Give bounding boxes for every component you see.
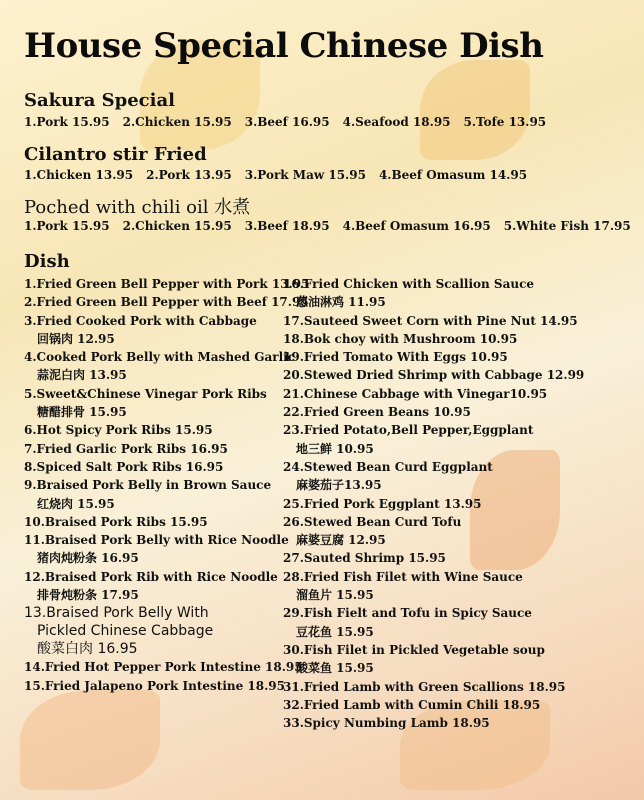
list-item: 22.Fried Green Beans 10.95 (283, 405, 471, 420)
list-item-chinese: 排骨炖粉条 17.95 (37, 588, 139, 603)
section-heading-dish: Dish (24, 251, 70, 272)
poched-item: 2.Chicken 15.95 (122, 219, 232, 233)
list-item-chinese: 麻婆豆腐 12.95 (296, 533, 386, 548)
list-item-chinese: 红烧肉 15.95 (37, 496, 115, 511)
list-item: 24.Stewed Bean Curd Eggplant (283, 459, 493, 474)
list-item: 10.Braised Pork Ribs 15.95 (24, 514, 208, 529)
sakura-item: 5.Tofe 13.95 (463, 115, 547, 129)
list-item-chinese: 地三鲜 10.95 (296, 441, 374, 456)
list-item-chinese: 猪肉炖粉条 16.95 (37, 551, 139, 566)
list-item: 9.Braised Pork Belly in Brown Sauce (24, 478, 272, 493)
sakura-item: 3.Beef 16.95 (244, 115, 330, 129)
cilantro-item: 2.Pork 13.95 (146, 168, 232, 182)
list-item-chinese: 麻婆茄子13.95 (296, 478, 382, 493)
list-item: 4.Cooked Pork Belly with Mashed Garlic (24, 350, 296, 365)
list-item-chinese: 回锅肉 12.95 (37, 331, 115, 346)
list-item: 26.Stewed Bean Curd Tofu (283, 514, 462, 529)
list-item: 19.Fried Tomato With Eggs 10.95 (283, 350, 508, 365)
list-item-chinese: 葱油淋鸡 11.95 (296, 295, 386, 310)
list-item: 27.Sauted Shrimp 15.95 (283, 551, 446, 566)
list-item: 2.Fried Green Bell Pepper with Beef 17.95 (24, 295, 309, 310)
poched-item: 5.White Fish 17.95 (503, 219, 631, 233)
list-item-chinese: 糖醋排骨 15.95 (37, 405, 127, 420)
list-item: 23.Fried Potato,Bell Pepper,Eggplant (283, 423, 534, 438)
dish-list-left (24, 275, 310, 695)
list-item: 6.Hot Spicy Pork Ribs 15.95 (24, 423, 213, 438)
list-item: 20.Stewed Dried Shrimp with Cabbage 12.99 (283, 368, 585, 383)
background-leaf-decoration (420, 60, 530, 160)
list-item: 14.Fried Hot Pepper Pork Intestine 18.95 (24, 660, 303, 675)
list-item-chinese: 溜鱼片 15.95 (296, 588, 374, 603)
dish-list-right (283, 275, 585, 732)
sakura-item: 2.Chicken 15.95 (122, 115, 232, 129)
list-item: 29.Fish Fielt and Tofu in Spicy Sauce (283, 606, 532, 621)
list-item: 33.Spicy Numbing Lamb 18.95 (283, 716, 490, 731)
section-heading-cilantro: Cilantro stir Fried (24, 144, 207, 165)
list-item: 28.Fried Fish Filet with Wine Sauce (283, 569, 523, 584)
list-item: 13.Braised Pork Belly With (24, 605, 209, 622)
list-item-chinese: 酸菜鱼 15.95 (296, 661, 374, 676)
list-item: 5.Sweet&Chinese Vinegar Pork Ribs (24, 386, 267, 401)
list-item-chinese: 蒜泥白肉 13.95 (37, 368, 127, 383)
sakura-item: 4.Seafood 18.95 (342, 115, 451, 129)
list-item: 1.Fried Green Bell Pepper with Pork 13.95 (24, 277, 310, 291)
poched-items (24, 219, 644, 233)
list-item: 25.Fried Pork Eggplant 13.95 (283, 496, 482, 511)
list-item: 30.Fish Filet in Pickled Vegetable soup (283, 642, 545, 657)
poched-item: 4.Beef Omasum 16.95 (342, 219, 491, 233)
section-heading-sakura: Sakura Special (24, 90, 175, 111)
list-item: 7.Fried Garlic Pork Ribs 16.95 (24, 441, 228, 456)
list-item: 21.Chinese Cabbage with Vinegar10.95 (283, 386, 548, 401)
list-item: 32.Fried Lamb with Cumin Chili 18.95 (283, 697, 541, 712)
poched-item: 3.Beef 18.95 (244, 219, 330, 233)
list-item: Pickled Chinese Cabbage (37, 623, 214, 640)
list-item: 16.Fried Chicken with Scallion Sauce (283, 277, 535, 291)
list-item: 3.Fried Cooked Pork with Cabbage (24, 313, 257, 328)
section-heading-poched: Poched with chili oil 水煮 (24, 197, 251, 218)
list-item: 31.Fried Lamb with Green Scallions 18.95 (283, 679, 566, 694)
list-item: 15.Fried Jalapeno Pork Intestine 18.95 (24, 678, 285, 693)
list-item: 8.Spiced Salt Pork Ribs 16.95 (24, 459, 224, 474)
cilantro-item: 1.Chicken 13.95 (24, 168, 134, 182)
list-item: 11.Braised Pork Belly with Rice Noodle (24, 533, 289, 548)
poched-item: 1.Pork 15.95 (24, 219, 110, 233)
list-item-chinese: 豆花鱼 15.95 (296, 624, 374, 639)
cilantro-items (24, 168, 540, 182)
list-item: 12.Braised Pork Rib with Rice Noodle (24, 569, 278, 584)
background-leaf-decoration (20, 690, 160, 790)
list-item: 18.Bok choy with Mushroom 10.95 (283, 331, 518, 346)
sakura-item: 1.Pork 15.95 (24, 115, 110, 129)
cilantro-item: 3.Pork Maw 15.95 (244, 168, 366, 182)
list-item-chinese: 酸菜白肉 16.95 (37, 641, 138, 658)
cilantro-item: 4.Beef Omasum 14.95 (378, 168, 528, 182)
sakura-items (24, 115, 559, 129)
list-item: 17.Sauteed Sweet Corn with Pine Nut 14.95 (283, 313, 578, 328)
page-title: House Special Chinese Dish (24, 26, 544, 66)
